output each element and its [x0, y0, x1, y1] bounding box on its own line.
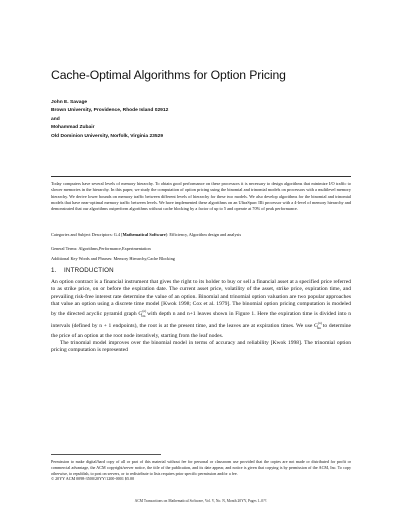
categories-post: ]: Efficiency, Algorithm design and analysis [165, 232, 242, 237]
categories-label: Categories and Subject Descriptors: [51, 232, 113, 237]
section-heading [51, 267, 351, 274]
author-affiliation-1: Brown University, Providence, Rhode Island 02912 [51, 108, 169, 114]
section-number: 1. [51, 267, 57, 274]
author-name-2: Mohammad Zubair [51, 125, 95, 131]
section-title: INTRODUCTION [64, 267, 114, 274]
general-terms-line [51, 246, 351, 252]
copyright-line: © 20YY ACM 0098-3500/20YY/1200-0001 $5.00 [51, 476, 135, 482]
categories-line [51, 232, 351, 238]
paragraph-1-text-a: An option contract is a financial instrument that gives the right to its holder to buy or sell a financial asset at a specified price referred to as strike price, on or before the expiration date. The current asset price, volatility of the asset, strike price, expiration time, and prevailing risk-free interest rate determine the value of an option. Binomial and trinomial option valuation are two popular approaches that value an option using a discrete time model [Kwok 1998; Cox et al. 1979]. The binomial option pricing computation is modeled by the directed acyclic pyramid graph G [51, 279, 351, 318]
abstract: Today computers have several levels of memory hierarchy. To obtain good performance on these processors it is necessary to design algorithms that minimize I/O traffic to slower memories in the hierarchy. In this paper, we study the computation of option pricing using the binomial and trinomial models on processors with a multilevel memory hierarchy. We derive lower bounds on memory traffic between different levels of hierarchy for these two models. We also develop algorithms for the binomial and trinomial models that have near-optimal memory traffic between levels. We have implemented these algorithms on an UltraSparc IIIi processor with a 4-level of memory hierarchy and demonstrated that our algorithms outperform algorithms without cache blocking by a factor of up to 5 and operate at 70% of peak performance. [51, 181, 351, 211]
keywords-value: Memory Hierarchy,Cache Blocking [113, 256, 175, 261]
permission-text: Permission to make digital/hard copy of all or part of this material without fee for personal or classroom use provided that the copies are not made or distributed for profit or commercial advantage, the ACM copyright/server notice, the title of the publication, and its date appear, and notice is given that copying is by permission of the ACM, Inc. To copy otherwise, to republish, to post on servers, or to redistribute to lists requires prior specific permission and/or a fee. [51, 459, 351, 476]
author-block [51, 99, 371, 141]
paragraph-1 [51, 279, 351, 340]
keywords-label: Additional Key Words and Phrases: [51, 256, 113, 261]
permission-footnote [51, 459, 351, 482]
paragraph-2: The trinomial model improves over the binomial model in terms of accuracy and reliability [Kwok 1998]. The trinomial option pricing computation is represented [51, 339, 351, 354]
math-superscript-2: (n) [318, 321, 322, 326]
running-footer: ACM Transactions on Mathematical Software, Vol. V, No. N, Month 20YY, Pages 1–0??. [134, 499, 268, 503]
categories-bold: Mathematical Software [122, 232, 166, 237]
general-terms-label: General Terms: [51, 246, 78, 251]
paragraph-1-text-b: with depth n and n+1 leaves shown in Figure 1. Here the expiration time is divided into n intervals (defined by n + 1 endpoints), the root is at the present time, and the leaves are at expiration times. We use G [51, 311, 351, 330]
author-affiliation-2: Old Dominion University, Norfolk, Virginia 23529 [51, 133, 164, 139]
introduction-body [51, 279, 351, 355]
math-superscript-1: (n) [142, 309, 147, 314]
author-name-1: John E. Savage [51, 100, 88, 105]
abstract-top-rule [51, 176, 351, 177]
general-terms-value: Algorithms,Performance,Experimentation [78, 246, 151, 251]
categories-pre: G.4 [ [113, 232, 123, 237]
keywords-line [51, 256, 351, 262]
math-subscript-2: bin [316, 326, 322, 331]
paragraph-1-text-c: to determine the price of an option at the root node iteratively, starting from the leaf nodes. [51, 323, 352, 339]
author-conjunction: and [51, 116, 60, 122]
paper-title: Cache-Optimal Algorithms for Option Pricing [51, 68, 286, 82]
math-subscript-1: bin [141, 314, 146, 319]
footnote-rule [51, 454, 161, 455]
